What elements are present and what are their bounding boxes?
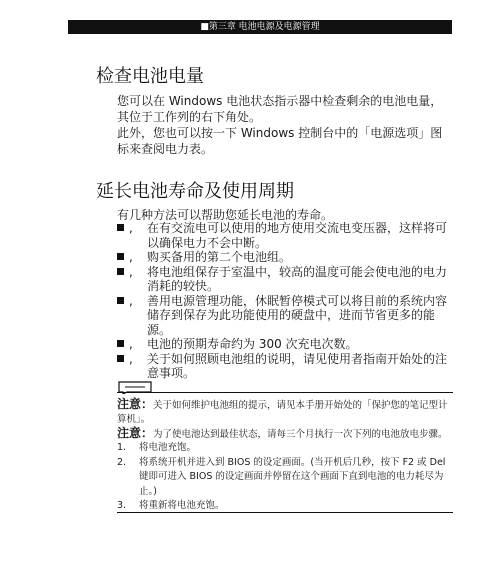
- bullet-prefix: ,: [129, 293, 133, 308]
- bullet-square-icon: [117, 268, 124, 275]
- note-1: [117, 397, 453, 427]
- section-title-check-battery: 检查电池电量: [96, 66, 204, 87]
- list-item-text: 关于如何照顾电池组的说明，请见使用者指南开始处的注意事项。: [147, 351, 448, 380]
- note-top-rule: [117, 392, 453, 393]
- list-item-text: 电池的预期寿命约为 300 次充电次数。: [147, 337, 358, 351]
- list-item: [117, 221, 457, 250]
- step-item: [117, 456, 453, 500]
- list-item-text: 善用电源管理功能，休眠暂停模式可以将目前的系统内容储存到保存为此功能使用的硬盘中，进而节省更多的能源。: [147, 293, 448, 337]
- step-number: 1.: [117, 442, 127, 453]
- tips-list: [117, 221, 457, 381]
- bullet-prefix: ,: [129, 221, 133, 235]
- bullet-prefix: ,: [129, 250, 133, 264]
- step-text: 将系统开机并进入到 BIOS 的设定画面。(当开机后几秒，按下 F2 或 Del 键即可进入 BIOS 的设定画面并停留在这个画面下直到电池的电力耗尽为止。): [139, 456, 446, 497]
- bullet-square-icon: [117, 224, 124, 231]
- bullet-square-icon: [117, 355, 124, 362]
- step-number: 2.: [117, 456, 127, 468]
- bullet-square-icon: [117, 340, 124, 347]
- section-title-extend-battery: 延长电池寿命及使用周期: [96, 181, 294, 202]
- note-2-text: 为了使电池达到最佳状态，请每三个月执行一次下列的电池放电步骤。: [153, 429, 448, 440]
- step-item: [117, 441, 453, 456]
- paragraph-check-battery-1: 您可以在 Windows 电池状态指示器中检查剩余的电池电量，其位于工作列的右下角处。: [117, 94, 443, 124]
- list-item-text: 在有交流电可以使用的地方使用交流电变压器，这样将可以确保电力不会中断。: [147, 221, 448, 250]
- bullet-square-icon: [117, 297, 124, 304]
- bullet-square-icon: [117, 253, 124, 260]
- list-item: [117, 337, 457, 352]
- chapter-header-bar: ■第三章 电池电源及电源管理: [68, 20, 452, 34]
- note-2: [117, 426, 453, 442]
- discharge-steps-list: [117, 441, 453, 514]
- list-item: [117, 352, 457, 381]
- paragraph-extend-intro: 有几种方法可以帮助您延长电池的寿命。: [117, 208, 334, 222]
- list-item: [117, 294, 457, 338]
- note-2-label: 注意：: [117, 426, 154, 440]
- paragraph-check-battery-2: 此外，您也可以按一下 Windows 控制台中的「电源选项」图标来查阅电力表。: [117, 126, 443, 156]
- step-text: 将电池充饱。: [139, 442, 197, 453]
- step-number: 3.: [117, 500, 127, 511]
- bullet-prefix: ,: [129, 264, 133, 279]
- list-item-text: 购买备用的第二个电池组。: [147, 250, 292, 264]
- bullet-prefix: ,: [129, 337, 133, 351]
- note-bottom-rule: [117, 512, 453, 513]
- list-item: [117, 265, 457, 294]
- list-item: [117, 250, 457, 265]
- bullet-prefix: ,: [129, 351, 133, 366]
- note-1-text: 关于如何维护电池组的提示，请见本手册开始处的「保护您的笔记型计算机」。: [117, 400, 448, 425]
- list-item-text: 将电池组保存于室温中，较高的温度可能会使电池的电力消耗的较快。: [147, 264, 448, 293]
- step-text: 将重新将电池充饱。: [139, 500, 225, 511]
- note-1-label: 注意：: [117, 397, 154, 411]
